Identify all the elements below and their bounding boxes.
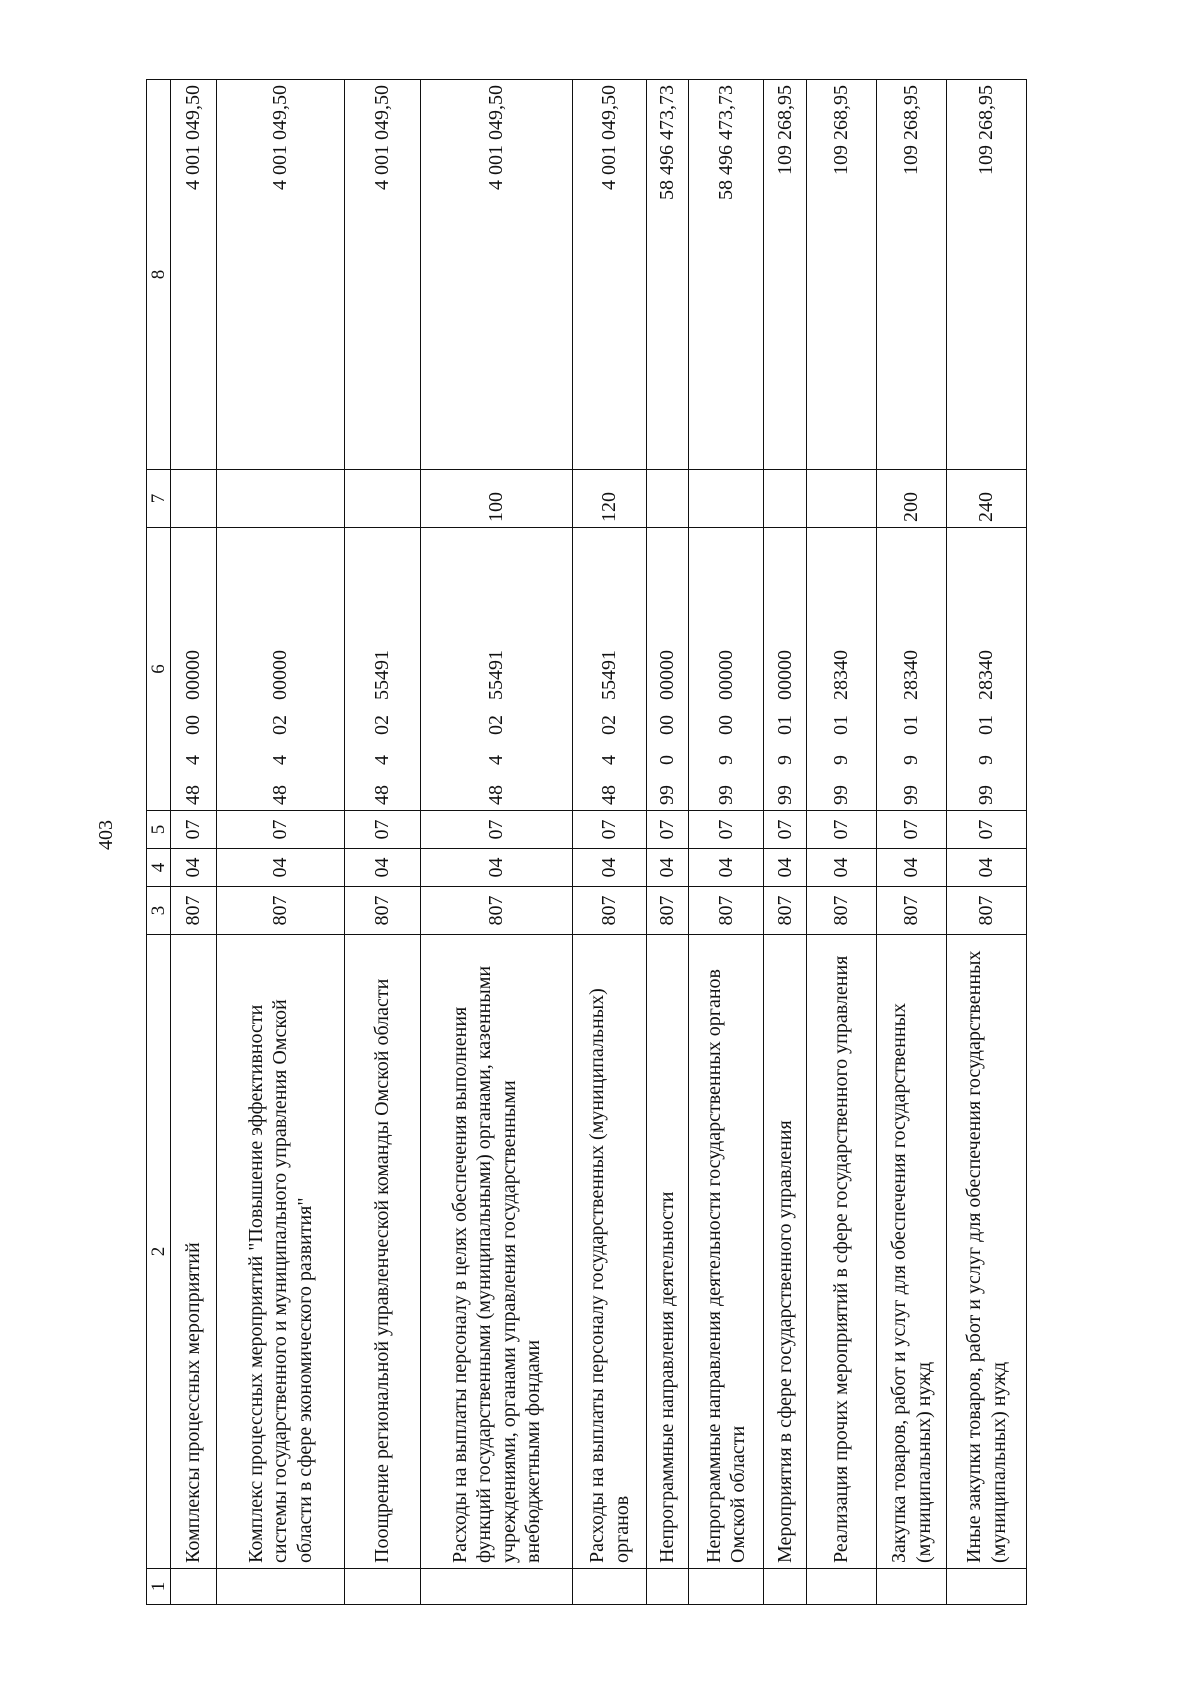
subsection-cell: 07 bbox=[421, 811, 573, 849]
description-cell: Непрограммные направления деятельности государственных органов Омской области bbox=[689, 935, 764, 1569]
section-cell: 04 bbox=[171, 849, 217, 887]
header-cell-4: 4 bbox=[147, 849, 171, 887]
row-number-cell bbox=[171, 1569, 217, 1605]
target-article-cell: 99 9 01 28340 bbox=[947, 528, 1027, 811]
amount-cell: 109 268,95 bbox=[877, 80, 947, 470]
amount-cell: 4 001 049,50 bbox=[171, 80, 217, 470]
subsection-cell: 07 bbox=[573, 811, 647, 849]
ministry-code-cell: 807 bbox=[345, 887, 421, 935]
amount-cell: 4 001 049,50 bbox=[573, 80, 647, 470]
ministry-code-cell: 807 bbox=[217, 887, 345, 935]
ministry-code-cell: 807 bbox=[689, 887, 764, 935]
target-article-cell: 48 4 02 55491 bbox=[345, 528, 421, 811]
description-cell: Расходы на выплаты персоналу государственных (муниципальных) органов bbox=[573, 935, 647, 1569]
section-cell: 04 bbox=[807, 849, 877, 887]
description-cell: Реализация прочих мероприятий в сфере государственного управления bbox=[807, 935, 877, 1569]
amount-cell: 109 268,95 bbox=[764, 80, 807, 470]
description-cell: Закупка товаров, работ и услуг для обеспечения государственных (муниципальных) нужд bbox=[877, 935, 947, 1569]
expense-type-cell bbox=[171, 470, 217, 528]
table-row bbox=[345, 80, 421, 1605]
table-row bbox=[573, 80, 647, 1605]
ministry-code-cell: 807 bbox=[877, 887, 947, 935]
description-cell: Поощрение региональной управленческой команды Омской области bbox=[345, 935, 421, 1569]
ministry-code-cell: 807 bbox=[573, 887, 647, 935]
row-number-cell bbox=[877, 1569, 947, 1605]
description-cell: Комплекс процессных мероприятий "Повышение эффективности системы государственного и муниципального управления Омской области в сфере экономического развития" bbox=[217, 935, 345, 1569]
table-row bbox=[764, 80, 807, 1605]
section-cell: 04 bbox=[647, 849, 689, 887]
subsection-cell: 07 bbox=[807, 811, 877, 849]
table-row bbox=[647, 80, 689, 1605]
amount-cell: 58 496 473,73 bbox=[647, 80, 689, 470]
header-cell-2: 2 bbox=[147, 935, 171, 1569]
target-article-cell: 99 9 01 28340 bbox=[807, 528, 877, 811]
description-cell: Иные закупки товаров, работ и услуг для обеспечения государственных (муниципальных) нужд bbox=[947, 935, 1027, 1569]
amount-cell: 4 001 049,50 bbox=[421, 80, 573, 470]
section-cell: 04 bbox=[947, 849, 1027, 887]
budget-table bbox=[146, 79, 1027, 1605]
amount-cell: 4 001 049,50 bbox=[217, 80, 345, 470]
row-number-cell bbox=[764, 1569, 807, 1605]
header-cell-5: 5 bbox=[147, 811, 171, 849]
ministry-code-cell: 807 bbox=[764, 887, 807, 935]
expense-type-cell bbox=[764, 470, 807, 528]
rotated-page bbox=[146, 80, 1046, 1605]
table-row bbox=[877, 80, 947, 1605]
expense-type-cell bbox=[217, 470, 345, 528]
expense-type-cell: 240 bbox=[947, 470, 1027, 528]
subsection-cell: 07 bbox=[764, 811, 807, 849]
row-number-cell bbox=[217, 1569, 345, 1605]
target-article-cell: 48 4 02 00000 bbox=[217, 528, 345, 811]
table-header-row bbox=[147, 80, 171, 1605]
amount-cell: 4 001 049,50 bbox=[345, 80, 421, 470]
table-row bbox=[217, 80, 345, 1605]
header-cell-8: 8 bbox=[147, 80, 171, 470]
subsection-cell: 07 bbox=[171, 811, 217, 849]
amount-cell: 58 496 473,73 bbox=[689, 80, 764, 470]
row-number-cell bbox=[689, 1569, 764, 1605]
row-number-cell bbox=[421, 1569, 573, 1605]
table-row bbox=[171, 80, 217, 1605]
description-cell: Расходы на выплаты персоналу в целях обеспечения выполнения функций государственными (муниципальными) органами, казенными учреждениями, органами управления государственными внебюджетными фондами bbox=[421, 935, 573, 1569]
expense-type-cell bbox=[647, 470, 689, 528]
ministry-code-cell: 807 bbox=[807, 887, 877, 935]
page-number: 403 bbox=[95, 820, 117, 850]
description-cell: Мероприятия в сфере государственного управления bbox=[764, 935, 807, 1569]
section-cell: 04 bbox=[573, 849, 647, 887]
section-cell: 04 bbox=[421, 849, 573, 887]
target-article-cell: 99 9 00 00000 bbox=[689, 528, 764, 811]
table-body bbox=[147, 80, 1027, 1605]
subsection-cell: 07 bbox=[947, 811, 1027, 849]
expense-type-cell bbox=[689, 470, 764, 528]
header-cell-7: 7 bbox=[147, 470, 171, 528]
table-row bbox=[807, 80, 877, 1605]
target-article-cell: 99 0 00 00000 bbox=[647, 528, 689, 811]
target-article-cell: 99 9 01 00000 bbox=[764, 528, 807, 811]
subsection-cell: 07 bbox=[647, 811, 689, 849]
table-row bbox=[947, 80, 1027, 1605]
header-cell-1: 1 bbox=[147, 1569, 171, 1605]
ministry-code-cell: 807 bbox=[947, 887, 1027, 935]
header-cell-3: 3 bbox=[147, 887, 171, 935]
ministry-code-cell: 807 bbox=[171, 887, 217, 935]
expense-type-cell: 120 bbox=[573, 470, 647, 528]
table-row bbox=[421, 80, 573, 1605]
expense-type-cell bbox=[345, 470, 421, 528]
section-cell: 04 bbox=[217, 849, 345, 887]
row-number-cell bbox=[947, 1569, 1027, 1605]
description-cell: Непрограммные направления деятельности bbox=[647, 935, 689, 1569]
expense-type-cell: 100 bbox=[421, 470, 573, 528]
expense-type-cell bbox=[807, 470, 877, 528]
amount-cell: 109 268,95 bbox=[947, 80, 1027, 470]
row-number-cell bbox=[573, 1569, 647, 1605]
row-number-cell bbox=[647, 1569, 689, 1605]
ministry-code-cell: 807 bbox=[421, 887, 573, 935]
target-article-cell: 48 4 02 55491 bbox=[573, 528, 647, 811]
subsection-cell: 07 bbox=[217, 811, 345, 849]
description-cell: Комплексы процессных мероприятий bbox=[171, 935, 217, 1569]
target-article-cell: 99 9 01 28340 bbox=[877, 528, 947, 811]
expense-type-cell: 200 bbox=[877, 470, 947, 528]
target-article-cell: 48 4 00 00000 bbox=[171, 528, 217, 811]
ministry-code-cell: 807 bbox=[647, 887, 689, 935]
amount-cell: 109 268,95 bbox=[807, 80, 877, 470]
section-cell: 04 bbox=[764, 849, 807, 887]
section-cell: 04 bbox=[689, 849, 764, 887]
subsection-cell: 07 bbox=[689, 811, 764, 849]
target-article-cell: 48 4 02 55491 bbox=[421, 528, 573, 811]
subsection-cell: 07 bbox=[877, 811, 947, 849]
header-cell-6: 6 bbox=[147, 528, 171, 811]
row-number-cell bbox=[807, 1569, 877, 1605]
table-row bbox=[689, 80, 764, 1605]
row-number-cell bbox=[345, 1569, 421, 1605]
section-cell: 04 bbox=[877, 849, 947, 887]
subsection-cell: 07 bbox=[345, 811, 421, 849]
section-cell: 04 bbox=[345, 849, 421, 887]
